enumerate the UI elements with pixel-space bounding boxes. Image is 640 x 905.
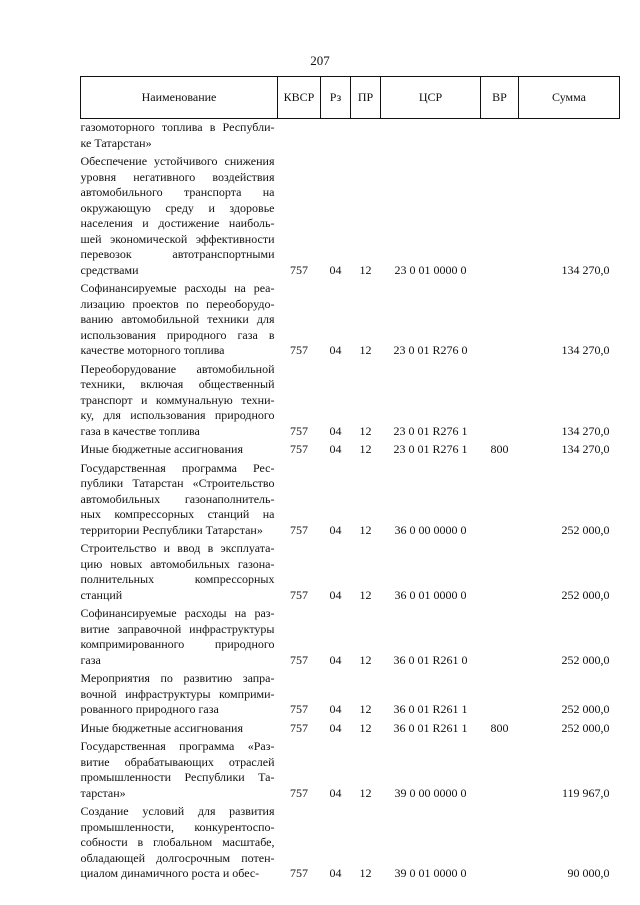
cell-csr — [381, 119, 481, 152]
row-name-line: Софинансируемые расходы на раз- — [80, 606, 275, 620]
header-vr: ВР — [481, 77, 519, 119]
cell-pr: 12 — [359, 866, 372, 880]
row-name — [81, 458, 278, 539]
row-name-line: территории Республики Татарстан» — [80, 522, 263, 537]
cell-kvsr: 757 — [290, 652, 308, 667]
cell-sum: 134 270,0 — [561, 423, 610, 438]
row-name-line: Обеспечение устойчивого снижения — [80, 154, 275, 168]
row-name-line: полнительных компрессорных — [80, 572, 275, 586]
row-name-line: средствами — [80, 262, 139, 277]
row-name-line: Государственная программа Рес- — [80, 460, 275, 475]
cell-csr: 39 0 00 0000 0 — [394, 785, 467, 800]
budget-table — [80, 76, 620, 882]
row-name-line: циалом динамичного роста и обес- — [80, 866, 260, 880]
row-name-line: Государственная программа «Раз- — [80, 739, 275, 753]
row-name-line: техники, включая общественный — [80, 377, 275, 391]
page-number: 207 — [310, 53, 330, 68]
row-name-line: ке Татарстан» — [80, 135, 152, 150]
table-row — [81, 119, 620, 152]
cell-sum: 252 000,0 — [561, 522, 610, 537]
cell-pr: 12 — [359, 423, 372, 438]
cell-csr: 36 0 01 R261 0 — [393, 652, 468, 667]
cell-vr — [481, 359, 519, 440]
table-row — [81, 458, 620, 539]
cell-sum: 134 270,0 — [561, 262, 610, 277]
cell-pr: 12 — [359, 785, 372, 800]
cell-kvsr: 757 — [290, 262, 308, 277]
cell-rz: 04 — [329, 423, 342, 438]
cell-vr — [481, 538, 519, 603]
cell-vr — [481, 603, 519, 668]
header-csr: ЦСР — [381, 77, 481, 119]
cell-rz: 04 — [329, 866, 342, 880]
row-name-line: автомобильного транспорта на — [80, 185, 275, 199]
cell-rz: 04 — [329, 702, 342, 716]
cell-rz: 04 — [329, 343, 342, 357]
table-row — [81, 801, 620, 882]
cell-kvsr: 757 — [290, 522, 308, 537]
cell-csr: 36 0 01 0000 0 — [394, 587, 467, 602]
cell-sum: 252 000,0 — [561, 702, 610, 716]
row-name-line: газа в качестве топлива — [80, 423, 200, 438]
row-name-line: транспорт и коммунальную техни- — [80, 392, 275, 407]
cell-pr: 12 — [359, 262, 372, 277]
cell-csr: 23 0 01 R276 0 — [393, 343, 468, 357]
cell-pr: 12 — [359, 587, 372, 602]
cell-rz: 04 — [329, 522, 342, 537]
row-name — [81, 736, 278, 801]
cell-kvsr: 757 — [290, 702, 308, 716]
row-name — [81, 668, 278, 718]
cell-vr — [481, 668, 519, 718]
table-row — [81, 359, 620, 440]
cell-sum: 119 967,0 — [561, 785, 610, 800]
row-name-line: населения и достижение наиболь- — [80, 216, 275, 230]
row-name-line: витие заправочной инфраструктуры — [80, 621, 275, 636]
row-name-line: Создание условий для развития — [80, 804, 275, 818]
cell-vr — [481, 736, 519, 801]
table-row — [81, 439, 620, 458]
table-row — [81, 603, 620, 668]
row-name-line: газомоторного топлива в Республи- — [80, 120, 275, 134]
row-name — [81, 151, 278, 278]
cell-vr: 800 — [490, 720, 509, 735]
cell-pr: 12 — [359, 720, 372, 735]
cell-kvsr: 757 — [290, 785, 308, 800]
cell-kvsr: 757 — [290, 423, 308, 438]
cell-sum: 134 270,0 — [561, 442, 610, 456]
table-row — [81, 538, 620, 603]
row-name — [81, 801, 278, 882]
cell-csr: 36 0 01 R261 1 — [393, 702, 468, 716]
table-row — [81, 278, 620, 359]
row-name-line: станций — [80, 587, 123, 602]
cell-sum — [519, 119, 620, 152]
row-name — [81, 718, 278, 737]
cell-vr — [481, 119, 519, 152]
row-name — [81, 538, 278, 603]
row-name-line: собности в глобальном масштабе, — [80, 835, 275, 849]
cell-sum: 252 000,0 — [561, 652, 610, 667]
row-name-line: витие обрабатывающих отраслей — [80, 754, 275, 769]
cell-kvsr: 757 — [290, 866, 308, 880]
cell-csr: 23 0 01 R276 1 — [393, 423, 468, 438]
cell-sum: 252 000,0 — [561, 720, 610, 735]
cell-vr — [481, 801, 519, 882]
header-pr: ПР — [351, 77, 381, 119]
table-row — [81, 151, 620, 278]
cell-rz: 04 — [329, 720, 342, 735]
row-name-line: промышленности Республики Та- — [80, 770, 275, 784]
row-name-line: Иные бюджетные ассигнования — [80, 442, 243, 456]
row-name-line: вочной инфраструктуры комприми- — [80, 686, 275, 701]
cell-sum: 134 270,0 — [561, 343, 610, 357]
cell-kvsr: 757 — [290, 343, 308, 357]
cell-pr: 12 — [359, 343, 372, 357]
row-name-line: перевозок автотранспортными — [80, 247, 275, 261]
header-name: Наименование — [81, 77, 278, 119]
cell-sum: 252 000,0 — [561, 587, 610, 602]
cell-kvsr — [278, 119, 321, 152]
table-row — [81, 668, 620, 718]
row-name — [81, 119, 278, 152]
row-name-line: Строительство и ввод в эксплуата- — [80, 541, 275, 555]
row-name-line: Переоборудование автомобильной — [80, 361, 275, 376]
header-kvsr: КВСР — [278, 77, 321, 119]
cell-csr: 36 0 01 R261 1 — [393, 720, 468, 735]
cell-vr — [481, 458, 519, 539]
cell-kvsr: 757 — [290, 720, 308, 735]
row-name-line: цию новых автомобильных газона- — [80, 556, 275, 571]
row-name-line: ванию автомобильной техники для — [80, 312, 275, 326]
cell-vr: 800 — [490, 442, 509, 456]
row-name-line: Софинансируемые расходы на реа- — [80, 281, 275, 295]
row-name-line: ных компрессорных станций на — [80, 507, 275, 521]
row-name-line: уровня негативного воздействия — [80, 169, 275, 184]
row-name-line: окружающую среду и здоровье — [80, 200, 275, 215]
row-name — [81, 603, 278, 668]
table-row — [81, 736, 620, 801]
cell-vr — [481, 278, 519, 359]
cell-rz: 04 — [329, 652, 342, 667]
row-name-line: Мероприятия по развитию запра- — [80, 671, 275, 685]
row-name-line: качестве моторного топлива — [80, 343, 225, 357]
row-name-line: использования природного газа в — [80, 327, 275, 342]
cell-pr: 12 — [359, 652, 372, 667]
cell-csr: 39 0 01 0000 0 — [394, 866, 467, 880]
cell-csr: 23 0 01 0000 0 — [394, 262, 467, 277]
row-name-line: Иные бюджетные ассигнования — [80, 720, 243, 735]
row-name — [81, 359, 278, 440]
row-name-line: газа — [80, 652, 101, 667]
row-name-line: тарстан» — [80, 785, 126, 800]
row-name — [81, 278, 278, 359]
cell-rz: 04 — [329, 442, 342, 456]
cell-rz: 04 — [329, 587, 342, 602]
cell-rz — [321, 119, 351, 152]
row-name-line: автомобильных газонаполнитель- — [80, 491, 275, 506]
cell-rz: 04 — [329, 785, 342, 800]
row-name-line: промышленности, конкурентоспо- — [80, 819, 275, 834]
row-name — [81, 439, 278, 458]
header-sum: Сумма — [519, 77, 620, 119]
row-name-line: компримированного природного — [80, 637, 275, 651]
cell-sum: 90 000,0 — [567, 866, 610, 880]
cell-rz: 04 — [329, 262, 342, 277]
table-row — [81, 718, 620, 737]
row-name-line: шей экономической эффективности — [80, 231, 275, 246]
cell-csr: 36 0 00 0000 0 — [394, 522, 467, 537]
row-name-line: лизацию проектов по переоборудо- — [80, 296, 275, 311]
cell-vr — [481, 151, 519, 278]
cell-pr: 12 — [359, 442, 372, 456]
cell-pr: 12 — [359, 522, 372, 537]
cell-kvsr: 757 — [290, 587, 308, 602]
header-rz: Рз — [321, 77, 351, 119]
row-name-line: ку, для использования природного — [80, 408, 275, 422]
row-name-line: публики Татарстан «Строительство — [80, 476, 275, 490]
row-name-line: рованного природного газа — [80, 702, 219, 716]
row-name-line: обладающей долгосрочным потен- — [80, 850, 275, 865]
cell-csr: 23 0 01 R276 1 — [393, 442, 468, 456]
cell-pr — [351, 119, 381, 152]
cell-kvsr: 757 — [290, 442, 308, 456]
cell-pr: 12 — [359, 702, 372, 716]
header-row — [81, 77, 620, 119]
